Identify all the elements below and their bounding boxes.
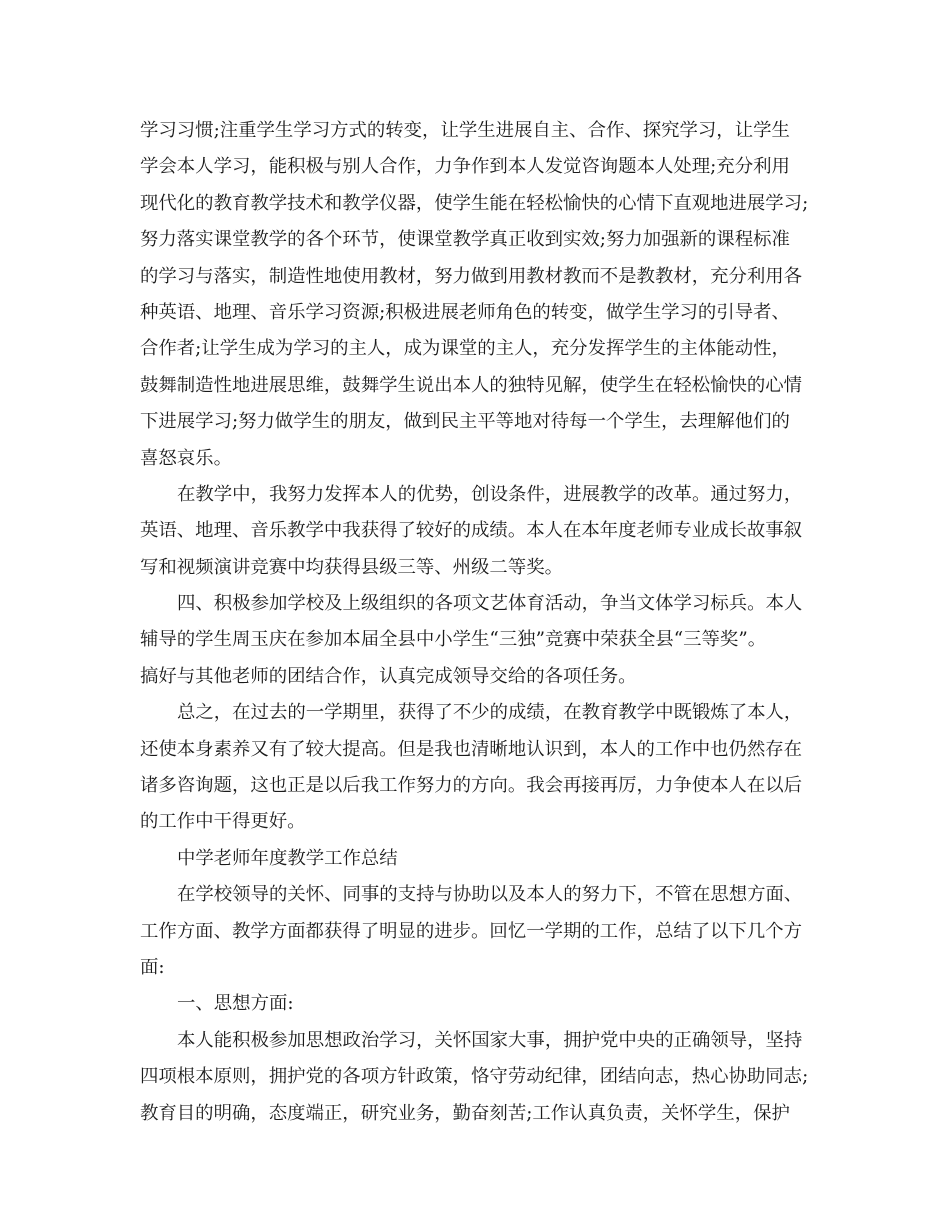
paragraph-first-line: 在学校领导的关怀、同事的支持与协助以及本人的努力下，不管在思想方面、 (177, 884, 803, 906)
text-line: 现代化的教育教学技术和教学仪器，使学生能在轻松愉快的心情下直观地进展学习; (140, 192, 809, 214)
text-line: 辅导的学生周玉庆在参加本届全县中小学生“三独”竞赛中荣获全县“三等奖”。 (140, 629, 767, 651)
text-line: 努力落实课堂教学的各个环节，使课堂教学真正收到实效;努力加强新的课程标准 (140, 229, 790, 251)
text-line: 合作者;让学生成为学习的主人，成为课堂的主人，充分发挥学生的主体能动性， (140, 338, 790, 360)
text-line: 的工作中干得更好。 (140, 811, 306, 833)
text-line: 还使本身素养又有了较大提高。但是我也清晰地认识到，本人的工作中也仍然存在 (140, 738, 803, 760)
paragraph-first-line: 四、积极参加学校及上级组织的各项文艺体育活动，争当文体学习标兵。本人 (177, 593, 803, 615)
text-line: 四项根本原则，拥护党的各项方针政策，恪守劳动纪律，团结向志，热心协助同志; (140, 1066, 809, 1088)
text-line: 鼓舞制造性地进展思维，鼓舞学生说出本人的独特见解，使学生在轻松愉快的心情 (140, 374, 803, 396)
text-line: 学习习惯;注重学生学习方式的转变，让学生进展自主、合作、探究学习，让学生 (140, 120, 790, 141)
subsection-heading: 一、思想方面: (177, 993, 294, 1015)
paragraph-first-line: 在教学中，我努力发挥本人的优势，创设条件，进展教学的改革。通过努力， (177, 483, 803, 505)
text-line: 教育目的明确，态度端正，研究业务，勤奋刻苦;工作认真负责，关怀学生，保护 (140, 1102, 790, 1124)
text-line: 学会本人学习，能积极与别人合作，力争作到本人发觉咨询题本人处理;充分利用 (140, 156, 790, 178)
text-line: 搞好与其他老师的团结合作，认真完成领导交给的各项任务。 (140, 665, 637, 687)
text-line: 面: (140, 956, 165, 978)
text-line: 喜怒哀乐。 (140, 447, 232, 469)
text-line: 诸多咨询题，这也正是以后我工作努力的方向。我会再接再厉，力争使本人在以后 (140, 775, 803, 797)
text-line: 种英语、地理、音乐学习资源;积极进展老师角色的转变，做学生学习的引导者、 (140, 301, 790, 323)
paragraph-first-line: 本人能积极参加思想政治学习，关怀国家大事，拥护党中央的正确领导，坚持 (177, 1029, 803, 1051)
text-line: 写和视频演讲竞赛中均获得县级三等、州级二等奖。 (140, 556, 563, 578)
section-heading: 中学老师年度教学工作总结 (177, 847, 398, 869)
text-line: 的学习与落实，制造性地使用教材，努力做到用教材教而不是教教材，充分利用各 (140, 265, 803, 287)
text-line: 英语、地理、音乐教学中我获得了较好的成绩。本人在本年度老师专业成长故事叙 (140, 520, 803, 542)
text-line: 下进展学习;努力做学生的朋友，做到民主平等地对待每一个学生，去理解他们的 (140, 411, 790, 433)
text-line: 工作方面、教学方面都获得了明显的进步。回忆一学期的工作，总结了以下几个方 (140, 920, 803, 942)
paragraph-first-line: 总之，在过去的一学期里，获得了不少的成绩，在教育教学中既锻炼了本人， (177, 702, 803, 724)
document-body (140, 113, 820, 1132)
